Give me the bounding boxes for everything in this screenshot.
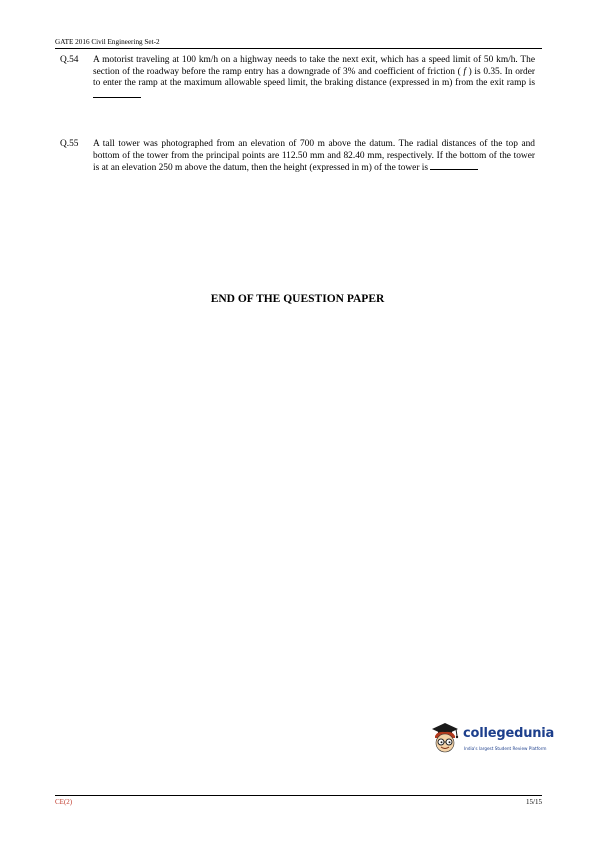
page-header: [55, 38, 542, 49]
footer-divider: [55, 795, 542, 796]
end-of-paper-heading: END OF THE QUESTION PAPER: [210, 293, 385, 305]
logo-tagline: India's largest Student Review Platform: [464, 746, 547, 751]
mascot-icon: [428, 720, 462, 756]
header-title: GATE 2016 Civil Engineering Set-2: [55, 38, 160, 46]
question-54: [60, 55, 535, 102]
question-number: Q.54: [60, 55, 79, 65]
question-text-part: A motorist traveling at 100 km/h on a highway needs to take the next exit, which has a speed limit of 50 km/h. The section of the roadway before the ramp entry has a downgrade of 3% and coefficient of friction (: [93, 55, 535, 77]
question-text-part: ) is 0.35. In order to enter the ramp at the maximum allowable speed limit, the braking distance (expressed in m) from the exit ramp is: [93, 66, 535, 89]
logo-brand-text: collegedunia: [463, 726, 555, 741]
answer-blank: [430, 162, 478, 170]
question-text-part: A tall tower was photographed from an elevation of 700 m above the datum. The radial distances of the top and bottom of the tower from the principal points are 112.50 mm and 82.40 mm, respectively. If the bottom of the tower is at an elevation 250 m above the datum, then the height (expressed in m) of the tower is: [93, 139, 535, 174]
question-text: [93, 55, 535, 102]
collegedunia-logo: [428, 720, 578, 760]
footer-paper-code: CE(2): [55, 798, 73, 806]
question-55: [60, 139, 535, 175]
footer-page-number: 15/15: [526, 798, 542, 806]
question-number: Q.55: [60, 139, 79, 149]
answer-blank: [93, 90, 141, 98]
question-text: [93, 139, 535, 175]
friction-symbol: f: [463, 66, 466, 77]
